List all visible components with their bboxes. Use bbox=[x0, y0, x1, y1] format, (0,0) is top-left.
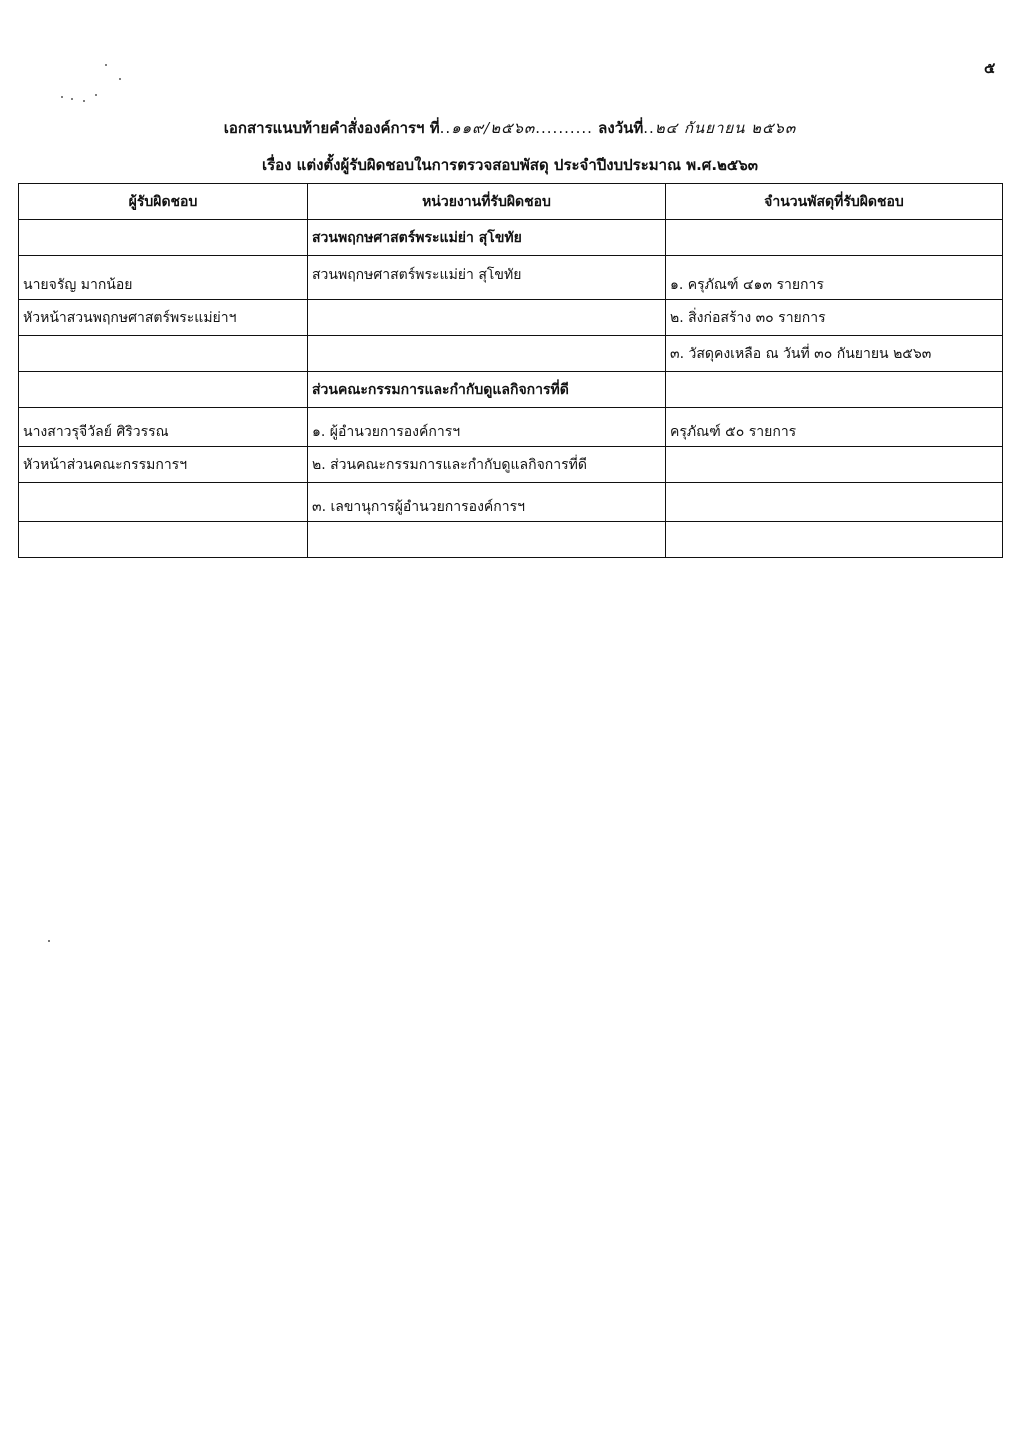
header-responsible-person: ผู้รับผิดชอบ bbox=[19, 184, 308, 220]
table-row bbox=[19, 483, 1003, 522]
order-date: ๒๔ กันยายน ๒๕๖๓ bbox=[654, 119, 797, 137]
table-cell-count: ๒. สิ่งก่อสร้าง ๓๐ รายการ bbox=[666, 300, 1003, 336]
table-row bbox=[19, 300, 1003, 336]
order-number: ๑๑๙/๒๕๖๓ bbox=[451, 119, 536, 137]
table-cell-person-title: หัวหน้าสวนพฤกษศาสตร์พระแม่ย่าฯ bbox=[19, 300, 308, 336]
table-cell bbox=[308, 522, 666, 558]
table-row bbox=[19, 372, 1003, 408]
table-cell bbox=[666, 372, 1003, 408]
table-row bbox=[19, 336, 1003, 372]
table-row bbox=[19, 447, 1003, 483]
table-row bbox=[19, 256, 1003, 300]
table-cell bbox=[666, 447, 1003, 483]
table-cell bbox=[19, 483, 308, 522]
table-cell-person: นายจรัญ มากน้อย bbox=[19, 256, 308, 300]
table-cell bbox=[308, 336, 666, 372]
table-cell-count: ๑. ครุภัณฑ์ ๔๑๓ รายการ bbox=[666, 256, 1003, 300]
table-cell bbox=[19, 372, 308, 408]
table-cell-person: นางสาวรุจีวัลย์ ศิริวรรณ bbox=[19, 408, 308, 447]
table-cell-unit: สวนพฤกษศาสตร์พระแม่ย่า สุโขทัย bbox=[308, 256, 666, 300]
table-cell-unit-heading: ส่วนคณะกรรมการและกำกับดูแลกิจการที่ดี bbox=[308, 372, 666, 408]
page-number: ๕ bbox=[984, 59, 996, 77]
table-cell-unit: ๑. ผู้อำนวยการองค์การฯ bbox=[308, 408, 666, 447]
table-cell bbox=[666, 483, 1003, 522]
scan-speck bbox=[48, 940, 50, 942]
table-cell bbox=[666, 220, 1003, 256]
header-item-count: จำนวนพัสดุที่รับผิดชอบ bbox=[666, 184, 1003, 220]
document-attachment-line: เอกสารแนบท้ายคำสั่งองค์การฯ ที่..๑๑๙/๒๕๖๓.......... ลงวันที่..๒๔ กันยายน ๒๕๖๓ bbox=[223, 119, 797, 137]
table-cell-unit-heading: สวนพฤกษศาสตร์พระแม่ย่า สุโขทัย bbox=[308, 220, 666, 256]
table-cell bbox=[19, 220, 308, 256]
document-subject: เรื่อง แต่งตั้งผู้รับผิดชอบในการตรวจสอบพัสดุ ประจำปีงบประมาณ พ.ศ.๒๕๖๓ bbox=[261, 156, 759, 174]
table-row bbox=[19, 408, 1003, 447]
table-cell bbox=[19, 336, 308, 372]
table-cell-count: ๓. วัสดุคงเหลือ ณ วันที่ ๓๐ กันยายน ๒๕๖๓ bbox=[666, 336, 1003, 372]
header-responsible-unit: หน่วยงานที่รับผิดชอบ bbox=[308, 184, 666, 220]
table-cell-count: ครุภัณฑ์ ๕๐ รายการ bbox=[666, 408, 1003, 447]
table-cell-person-title: หัวหน้าส่วนคณะกรรมการฯ bbox=[19, 447, 308, 483]
table-cell bbox=[308, 300, 666, 336]
table-row bbox=[19, 522, 1003, 558]
table-cell-unit: ๓. เลขานุการผู้อำนวยการองค์การฯ bbox=[308, 483, 666, 522]
table-cell bbox=[19, 522, 308, 558]
attachment-prefix: เอกสารแนบท้ายคำสั่งองค์การฯ ที่ bbox=[223, 119, 440, 137]
table-header-row bbox=[19, 184, 1003, 220]
table-row bbox=[19, 220, 1003, 256]
responsibility-table bbox=[18, 183, 1003, 558]
date-label: ลงวันที่ bbox=[598, 119, 644, 137]
table-cell-unit: ๒. ส่วนคณะกรรมการและกำกับดูแลกิจการที่ดี bbox=[308, 447, 666, 483]
table-cell bbox=[666, 522, 1003, 558]
scan-specks bbox=[55, 58, 135, 118]
